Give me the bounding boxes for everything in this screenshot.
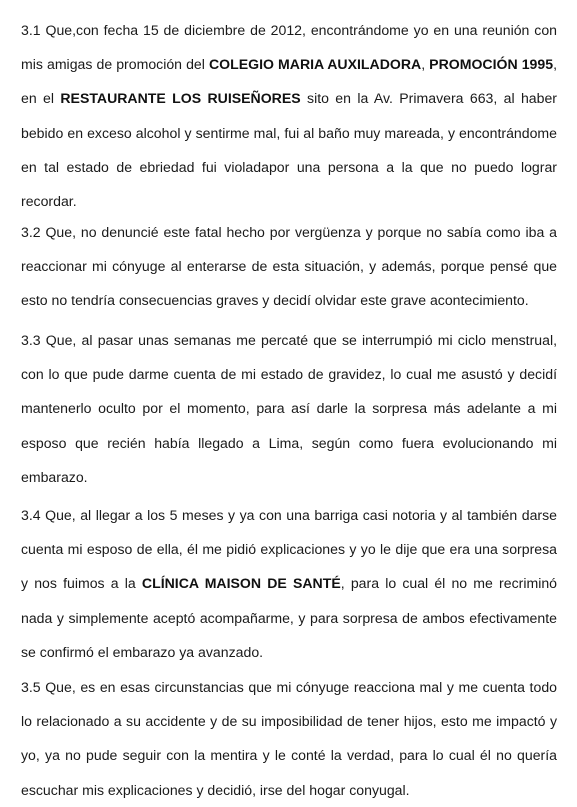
paragraph-text: , para lo cual él no me recriminó nada y simplemente aceptó acompañarme, y para sorpresa de ambos efectivamente se confirmó el embarazo ya avanzado. <box>21 575 557 660</box>
clinic-name: CLÍNICA MAISON DE SANTÉ <box>141 575 341 592</box>
paragraph-text: 3.5 Que, es en esas circunstancias que mi cónyuge reacciona mal y me cuenta todo lo relacionado a su accidente y de su imposibilidad de tener hijos, esto me impactó y yo, ya no pude seguir con la mentira y le conté la verdad, para lo cual él no quería escuchar mis explicaciones y decidió, irse del hogar conyugal. <box>21 679 557 798</box>
paragraph-text: 3.1 Que,con fecha 15 de diciembre de 2012, encontrándome yo en una reunión con mis amigas de promoción del <box>21 22 557 73</box>
paragraph-3-4 <box>21 498 557 669</box>
paragraph-3-3 <box>21 323 557 494</box>
paragraph-text: , <box>421 56 430 73</box>
paragraph-text: sito en la Av. Primavera 663, al haber bebido en exceso alcohol y sentirme mal, fui al baño muy mareada, y encontrándome en tal estado de ebriedad fui violadapor una persona a la que no puedo lograr recordar. <box>21 90 558 210</box>
paragraph-3-5 <box>21 670 557 807</box>
paragraph-text: , en el <box>21 56 557 107</box>
paragraph-text: 3.2 Que, no denuncié este fatal hecho por vergüenza y porque no sabía como iba a reaccionar mi cónyuge al enterarse de esta situación, y además, porque pensé que esto no tendría consecuencias graves y decidí olvidar este grave acontecimiento. <box>21 224 557 309</box>
school-name: COLEGIO MARIA AUXILADORA <box>208 56 422 73</box>
promotion-year: PROMOCIÓN 1995 <box>429 56 554 73</box>
paragraph-text: 3.3 Que, al pasar unas semanas me percaté que se interrumpió mi ciclo menstrual, con lo que pude darme cuenta de mi estado de gravidez, lo cual me asustó y decidí mantenerlo oculto por el momento, para así darle la sorpresa más adelante a mi esposo que recién había llegado a Lima, según como fuera evolucionando mi embarazo. <box>21 332 557 485</box>
paragraph-3-2 <box>21 215 557 318</box>
paragraph-3-1 <box>21 13 557 218</box>
restaurant-name: RESTAURANTE LOS RUISEÑORES <box>60 90 301 107</box>
paragraph-text: 3.4 Que, al llegar a los 5 meses y ya con una barriga casi notoria y al también darse cuenta mi esposo de ella, él me pidió explicaciones y yo le dije que era una sorpresa y nos fuimos a la <box>21 507 557 592</box>
